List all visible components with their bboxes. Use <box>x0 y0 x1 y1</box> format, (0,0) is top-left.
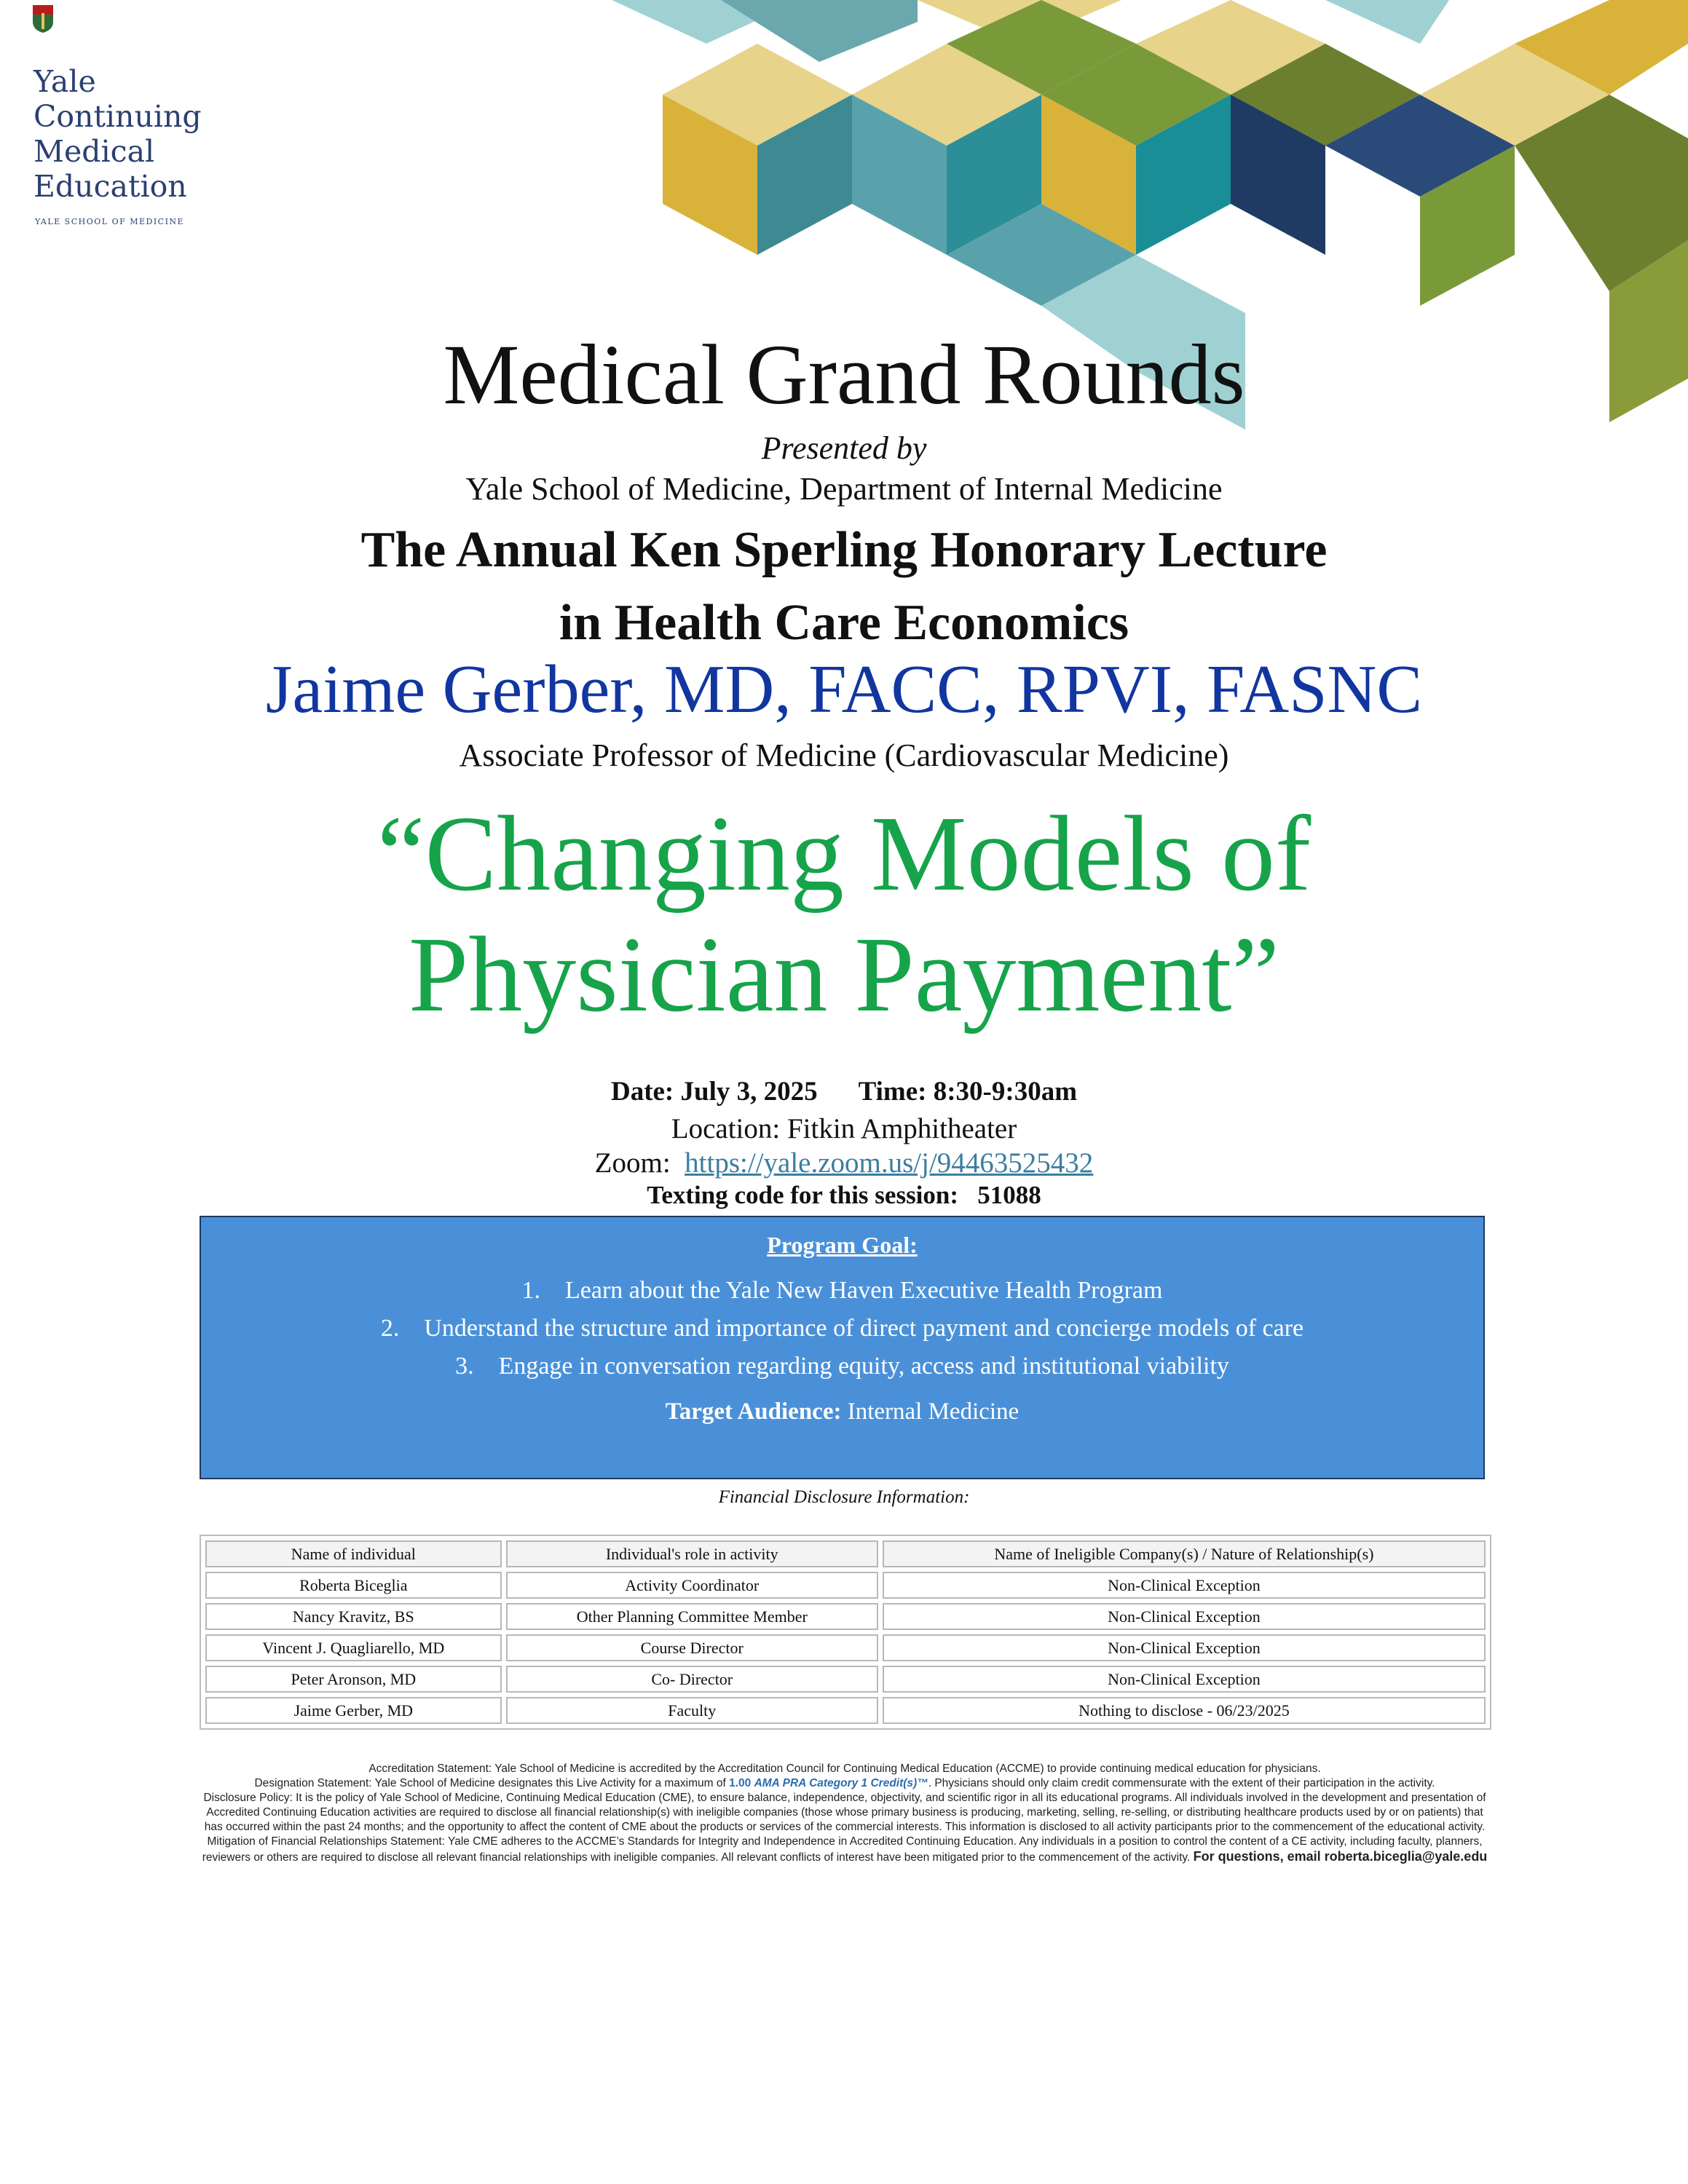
cell: Peter Aronson, MD <box>205 1666 502 1693</box>
table-row <box>205 1634 1486 1661</box>
goal-item: 2. Understand the structure and importance of direct payment and concierge models of care <box>380 1315 1304 1342</box>
cell: Vincent J. Quagliarello, MD <box>205 1634 502 1661</box>
logo-line: Yale <box>33 64 96 99</box>
talk-title-line-1: “Changing Models of <box>376 794 1312 914</box>
date-time <box>0 1076 1688 1107</box>
disclosure-policy: Disclosure Policy: It is the policy of Yale School of Medicine, Continuing Medical Education (CME), to ensure balance, independence, objectivity, and scientific rigor in all its educational programs. All individuals involved in the development and presentation of Accredited Continuing Education activities are required to disclose all financial relationship(s) with ineligible companies (those whose primary business is producing, marketing, selling, re-selling, or distributing healthcare products used by or on patients) that has occurred within the past 24 months; and the opportunity to affect the content of CME about the products or services of the commercial interests. This information is disclosed to all activity participants prior to the commencement of the educational activity. <box>203 1792 1486 1833</box>
contact-line: For questions, email roberta.biceglia@yale.edu <box>1193 1849 1488 1864</box>
texting-code: Texting code for this session: 51088 <box>647 1181 1041 1209</box>
yale-shield-icon <box>32 4 54 33</box>
cell: Non-Clinical Exception <box>883 1572 1486 1599</box>
logo-line: Medical <box>33 134 155 169</box>
presented-by: Presented by <box>761 430 927 466</box>
target-audience <box>201 1398 1483 1425</box>
header-cell: Name of individual <box>205 1540 502 1567</box>
cell: Jaime Gerber, MD <box>205 1697 502 1724</box>
zoom-line <box>0 1147 1688 1179</box>
cell: Nancy Kravitz, BS <box>205 1603 502 1630</box>
mitigation-statement <box>197 1835 1493 1865</box>
lecture-line-1: The Annual Ken Sperling Honorary Lecture <box>360 522 1328 578</box>
table-row <box>205 1697 1486 1724</box>
audience-value: Internal Medicine <box>847 1398 1019 1425</box>
talk-title-line-2: Physician Payment” <box>408 915 1280 1034</box>
cell: Roberta Biceglia <box>205 1572 502 1599</box>
speaker-name: Jaime Gerber, MD, FACC, RPVI, FASNC <box>265 652 1423 727</box>
page-title: Medical Grand Rounds <box>443 327 1245 422</box>
cme-logo-text <box>33 64 202 204</box>
disclosure-table <box>200 1535 1491 1730</box>
event-time: Time: 8:30-9:30am <box>858 1077 1078 1107</box>
cell: Non-Clinical Exception <box>883 1634 1486 1661</box>
logo-line: Continuing <box>33 99 202 134</box>
event-location: Location: Fitkin Amphitheater <box>671 1113 1017 1144</box>
program-goal-title: Program Goal: <box>767 1232 918 1258</box>
table-header-row <box>205 1540 1486 1567</box>
mitigation-text: Mitigation of Financial Relationships Statement: Yale CME adheres to the ACCME’s Standards for Integrity and Independence in Accredited Continuing Education. Any individuals in a position to control the content of a CE activity, including faculty, planners, reviewers or others are required to disclose all relevant financial relationships with ineligible companies. All relevant conflicts of interest have been mitigated prior to the commencement of the activity. <box>202 1835 1483 1864</box>
cell: Activity Coordinator <box>506 1572 878 1599</box>
table-row <box>205 1603 1486 1630</box>
goal-item: 3. Engage in conversation regarding equity, access and institutional viability <box>455 1353 1229 1380</box>
designation-post: . Physicians should only claim credit commensurate with the extent of their participation in the activity. <box>928 1777 1435 1789</box>
lecture-line-2: in Health Care Economics <box>559 595 1129 651</box>
department: Yale School of Medicine, Department of Internal Medicine <box>465 471 1223 507</box>
cell: Faculty <box>506 1697 878 1724</box>
lecture-name <box>0 514 1688 660</box>
credit-amount <box>729 1777 928 1789</box>
event-date: Date: July 3, 2025 <box>610 1077 818 1107</box>
cell: Other Planning Committee Member <box>506 1603 878 1630</box>
designation-statement <box>197 1776 1493 1791</box>
cell: Co- Director <box>506 1666 878 1693</box>
goal-item: 1. Learn about the Yale New Haven Executive Health Program <box>521 1277 1163 1304</box>
header-cell: Individual's role in activity <box>506 1540 878 1567</box>
program-goal-box <box>200 1216 1485 1479</box>
logo-line: Education <box>33 169 187 204</box>
speaker-role: Associate Professor of Medicine (Cardiovascular Medicine) <box>459 737 1229 773</box>
credit-type: AMA PRA Category 1 Credit(s)™ <box>754 1777 928 1789</box>
table-row <box>205 1666 1486 1693</box>
zoom-link[interactable]: https://yale.zoom.us/j/94463525432 <box>685 1147 1094 1179</box>
logo-subtitle: YALE SCHOOL OF MEDICINE <box>35 217 185 226</box>
header-cell: Name of Ineligible Company(s) / Nature of Relationship(s) <box>883 1540 1486 1567</box>
talk-title <box>0 794 1688 1035</box>
cell: Non-Clinical Exception <box>883 1603 1486 1630</box>
cell: Course Director <box>506 1634 878 1661</box>
audience-label: Target Audience: <box>665 1398 842 1425</box>
table-row <box>205 1572 1486 1599</box>
zoom-label: Zoom: <box>594 1147 671 1179</box>
cell: Non-Clinical Exception <box>883 1666 1486 1693</box>
fine-print <box>197 1762 1493 1865</box>
accreditation-statement: Accreditation Statement: Yale School of Medicine is accredited by the Accreditation Council for Continuing Medical Education (ACCME) to provide continuing medical education for physicians. <box>368 1762 1321 1775</box>
financial-disclosure-label: Financial Disclosure Information: <box>718 1487 970 1507</box>
credit-number: 1.00 <box>729 1777 752 1789</box>
designation-pre: Designation Statement: Yale School of Medicine designates this Live Activity for a maximum of <box>254 1777 726 1789</box>
cell: Nothing to disclose - 06/23/2025 <box>883 1697 1486 1724</box>
